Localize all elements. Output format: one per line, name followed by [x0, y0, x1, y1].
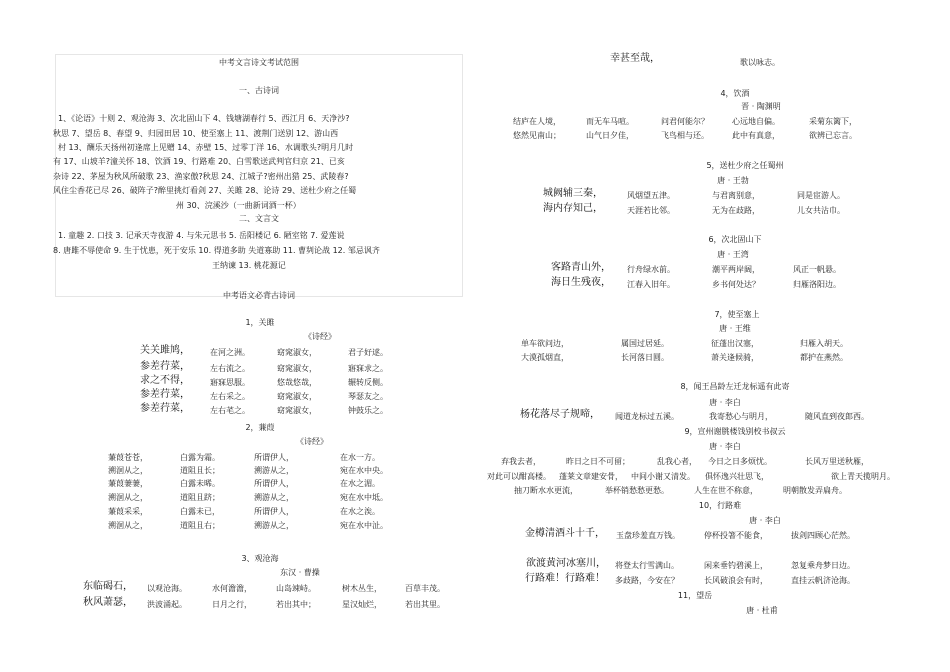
poem-line-start: 秋风萧瑟，: [83, 597, 133, 608]
poem-verse: 道阻且长；: [180, 466, 220, 475]
poem-verse: 同是宦游人。: [797, 191, 845, 200]
poem-verse: 弃我去者，: [501, 457, 541, 466]
poem-verse: 窈窕淑女，: [277, 348, 317, 357]
poem-verse: 山岛竦峙。: [276, 584, 316, 593]
poem-verse: 长风万里送秋雁，: [805, 457, 869, 466]
poem-verse: 琴瑟友之。: [348, 392, 388, 401]
poem-source: 《诗经》: [304, 332, 336, 341]
poem-verse: 闲来垂钓碧溪上，: [704, 561, 768, 570]
poem-verse: 在河之洲。: [210, 348, 250, 357]
prose-line: 8. 唐雎不辱使命 9. 生于忧患，死于安乐 10. 得道多助 失道寡助 11. 曹刿论战 12. 邹忌讽齐: [53, 246, 380, 255]
poem-verse: 溯游从之，: [254, 493, 294, 502]
poem-verse: 直挂云帆济沧海。: [791, 576, 855, 585]
prose-line: 1. 童趣 2. 口技 3. 记承天寺夜游 4. 与朱元思书 5. 岳阳楼记 6. 陋室铭 7. 爱莲说: [58, 231, 345, 240]
poem-source: 《诗经》: [296, 437, 328, 446]
poem-verse: 玉盘珍羞直万钱。: [616, 531, 680, 540]
poem-verse: 钟鼓乐之。: [348, 406, 388, 415]
poem-verse: 风烟望五津。: [627, 191, 675, 200]
poem-verse: 欲辨已忘言。: [809, 131, 857, 140]
exam-scope-title: 中考文言诗文考试范围: [219, 58, 299, 67]
poem-verse: 萧关逢候骑，: [711, 353, 759, 362]
poem-verse: 山气日夕佳，: [586, 131, 634, 140]
poem-verse: 昨日之日不可留；: [566, 457, 630, 466]
poem-author: 唐 · 杜甫: [746, 606, 778, 615]
poem-verse: 停杯投箸不能食，: [704, 531, 768, 540]
poem-verse: 飞鸟相与还。: [661, 131, 709, 140]
poem-line-start: 参差荇菜，: [140, 361, 190, 372]
poem-author: 唐 · 王湾: [717, 250, 749, 259]
poem-verse: 风正一帆悬。: [793, 265, 841, 274]
poem-verse: 歌以咏志。: [740, 58, 780, 67]
outline-line: 村 13、酬乐天扬州初逢席上见赠 14、赤壁 15、过零丁洋 16、水调歌头?明月几时: [58, 143, 354, 152]
right-page: [475, 0, 950, 672]
poem-line-start: 金樽清酒斗十千，: [525, 528, 605, 539]
poem-verse: 溯洄从之，: [108, 493, 148, 502]
poem-verse: 寤寐思服。: [210, 378, 250, 387]
poem-verse: 我寄愁心与明月，: [709, 412, 773, 421]
poem-verse: 蒹葭苍苍，: [108, 453, 148, 462]
poem-verse: 都护在燕然。: [800, 353, 848, 362]
poem-verse: 举杯销愁愁更愁。: [605, 486, 669, 495]
poem-verse: 所谓伊人，: [254, 453, 294, 462]
poem-line-start: 行路难！行路难！: [525, 573, 605, 584]
poem-verse: 乱我心者，: [657, 457, 697, 466]
poem-verse: 悠哉悠哉，: [277, 378, 317, 387]
poem-title: 3、观沧海: [241, 554, 279, 563]
poem-verse: 白露未已，: [180, 507, 220, 516]
poem-verse: 溯洄从之，: [108, 521, 148, 530]
poem-verse: 所谓伊人，: [254, 507, 294, 516]
poem-verse: 天涯若比邻。: [627, 206, 675, 215]
poem-line-start: 客路青山外，: [551, 262, 611, 273]
prose-line: 王纳谏 13. 桃花源记: [212, 261, 286, 270]
poem-verse: 寤寐求之。: [348, 364, 388, 373]
poem-verse: 明朝散发弄扁舟。: [783, 486, 847, 495]
poem-line-start: 参差荇菜，: [140, 389, 190, 400]
poem-verse: 若出其中；: [276, 600, 316, 609]
poem-title: 9，宣州谢朓楼饯别校书叔云: [684, 427, 786, 436]
poem-verse: 在水之涘。: [340, 507, 380, 516]
poem-verse: 以观沧海。: [147, 584, 187, 593]
poem-line-start: 东临碣石，: [83, 581, 133, 592]
poem-verse: 左右采之。: [210, 392, 250, 401]
poem-verse: 问君何能尔？: [661, 117, 709, 126]
poem-verse: 溯游从之，: [254, 466, 294, 475]
poem-verse: 在水之湄。: [340, 479, 380, 488]
poem-verse: 蒹葭萋萋，: [108, 479, 148, 488]
poem-title: 2，蒹葭: [245, 423, 275, 432]
poem-verse: 潮平两岸阔，: [712, 265, 760, 274]
poem-verse: 宛在水中沚。: [340, 521, 388, 530]
poem-verse: 蓬莱文章建安骨，: [559, 472, 623, 481]
poem-verse: 长风破浪会有时，: [704, 576, 768, 585]
poem-verse: 道阻且跻；: [180, 493, 220, 502]
poem-verse: 溯洄从之，: [108, 466, 148, 475]
poem-verse: 水何澹澹，: [212, 584, 252, 593]
poem-verse: 单车欲问边，: [521, 339, 569, 348]
poem-verse: 将登太行雪满山。: [615, 561, 679, 570]
poem-verse: 道阻且右；: [180, 521, 220, 530]
poem-verse: 而无车马喧。: [586, 117, 634, 126]
poem-verse: 随风直到夜郎西。: [805, 412, 869, 421]
poem-verse: 闻道龙标过五溪。: [615, 412, 679, 421]
poem-verse: 抽刀断水水更流，: [514, 486, 578, 495]
poem-verse: 所谓伊人，: [254, 479, 294, 488]
must-recite-heading: 中考语文必背古诗词: [223, 291, 295, 300]
poem-verse: 窈窕淑女，: [277, 406, 317, 415]
poem-verse: 行舟绿水前。: [627, 265, 675, 274]
outline-line: 风住尘香花已尽 26、破阵子?醉里挑灯看剑 27、关雎 28、论诗 29、送杜少府之任蜀: [53, 186, 357, 195]
poem-title: 4，饮酒: [720, 89, 750, 98]
outline-line: 杂诗 22、茅屋为秋风所破歌 23、渔家傲?秋思 24、江城子?密州出猎 25、武陵春?: [53, 172, 349, 181]
poem-verse: 欲上青天揽明月。: [831, 472, 895, 481]
poem-verse: 左右芼之。: [210, 406, 250, 415]
outline-line: 州 30、浣溪沙（一曲新词酒一杯）: [176, 201, 301, 210]
poem-verse: 悠然见南山；: [513, 131, 561, 140]
poem-line-start: 参差荇菜，: [140, 403, 190, 414]
poem-line-start: 欲渡黄河冰塞川，: [526, 558, 606, 569]
poem-verse: 窈窕淑女，: [277, 364, 317, 373]
poem-verse: 江春入旧年。: [627, 280, 675, 289]
poem-verse: 与君离别意，: [712, 191, 760, 200]
poem-verse: 儿女共沾巾。: [797, 206, 845, 215]
poem-line-start: 杨花落尽子规啼，: [520, 409, 600, 420]
poem-verse: 树木丛生，: [342, 584, 382, 593]
poem-line-start: 城阙辅三秦，: [543, 188, 603, 199]
poem-verse: 多歧路，今安在？: [615, 576, 679, 585]
poem-author: 唐 · 李白: [709, 398, 741, 407]
section-poetry-heading: 一、古诗词: [239, 86, 279, 95]
poem-verse: 中间小谢又清发。: [631, 472, 695, 481]
outline-line: 1、《论语》十则 2、观沧海 3、次北固山下 4、钱塘湖春行 5、西江月 6、天净沙?: [58, 114, 350, 123]
poem-author: 唐 · 王维: [719, 324, 751, 333]
poem-author: 唐 · 李白: [709, 442, 741, 451]
poem-verse: 采菊东篱下，: [809, 117, 857, 126]
poem-verse: 洪波涌起。: [147, 600, 187, 609]
poem-line-start: 海内存知己，: [543, 203, 603, 214]
poem-verse: 在水一方。: [340, 453, 380, 462]
poem-verse: 属国过居延。: [621, 339, 669, 348]
poem-title: 6，次北固山下: [708, 235, 762, 244]
poem-verse: 大漠孤烟直，: [521, 353, 569, 362]
poem-title: 1，关雎: [245, 318, 275, 327]
poem-verse: 结庐在人境，: [513, 117, 561, 126]
poem-author: 唐 · 李白: [749, 516, 781, 525]
poem-verse: 蒹葭采采，: [108, 507, 148, 516]
poem-line-start: 幸甚至哉，: [610, 53, 660, 64]
poem-source: 东汉 · 曹操: [280, 568, 320, 577]
poem-verse: 白露未晞。: [180, 479, 220, 488]
section-prose-heading: 二、文言文: [239, 214, 279, 223]
poem-verse: 归雁洛阳边。: [793, 280, 841, 289]
poem-title: 5，送杜少府之任蜀州: [706, 161, 784, 170]
poem-line-start: 求之不得，: [140, 375, 190, 386]
poem-verse: 若出其里。: [405, 600, 445, 609]
poem-verse: 忽复乘舟梦日边。: [791, 561, 855, 570]
poem-verse: 窈窕淑女，: [277, 392, 317, 401]
poem-verse: 百草丰茂。: [405, 584, 445, 593]
poem-verse: 日月之行，: [212, 600, 252, 609]
poem-verse: 辗转反侧。: [348, 378, 388, 387]
poem-verse: 君子好逑。: [348, 348, 388, 357]
poem-verse: 拔剑四顾心茫然。: [791, 531, 855, 540]
poem-line-start: 海日生残夜，: [551, 277, 611, 288]
poem-title: 10，行路难: [698, 501, 742, 510]
poem-verse: 无为在歧路，: [712, 206, 760, 215]
poem-title: 7，使至塞上: [714, 310, 760, 319]
poem-verse: 此中有真意，: [732, 131, 780, 140]
poem-verse: 人生在世不称意，: [694, 486, 758, 495]
poem-verse: 星汉灿烂，: [342, 600, 382, 609]
outline-line: 有 17、山坡羊?潼关怀 18、饮酒 19、行路难 20、白雪歌送武判官归京 21、已亥: [53, 157, 345, 166]
poem-author: 晋 · 陶渊明: [741, 102, 781, 111]
poem-verse: 对此可以酣高楼。: [487, 472, 551, 481]
poem-verse: 左右流之。: [210, 364, 250, 373]
poem-verse: 心远地自偏。: [732, 117, 780, 126]
poem-line-start: 关关雎鸠，: [140, 345, 190, 356]
poem-verse: 白露为霜。: [180, 453, 220, 462]
poem-title: 11，望岳: [677, 591, 713, 600]
poem-verse: 俱怀逸兴壮思飞，: [705, 472, 769, 481]
poem-verse: 征蓬出汉塞，: [711, 339, 759, 348]
poem-title: 8，闻王昌龄左迁龙标遥有此寄: [680, 382, 790, 391]
poem-verse: 乡书何处达？: [712, 280, 760, 289]
poem-verse: 归雁入胡天。: [800, 339, 848, 348]
poem-verse: 宛在水中坻。: [340, 493, 388, 502]
outline-line: 秋思 7、望岳 8、春望 9、归园田居 10、使至塞上 11、渡荆门送别 12、游山西: [53, 129, 339, 138]
poem-verse: 今日之日多烦忧。: [708, 457, 772, 466]
poem-verse: 长河落日圆。: [621, 353, 669, 362]
poem-verse: 宛在水中央。: [340, 466, 388, 475]
poem-author: 唐 · 王勃: [717, 176, 749, 185]
poem-verse: 溯游从之，: [254, 521, 294, 530]
